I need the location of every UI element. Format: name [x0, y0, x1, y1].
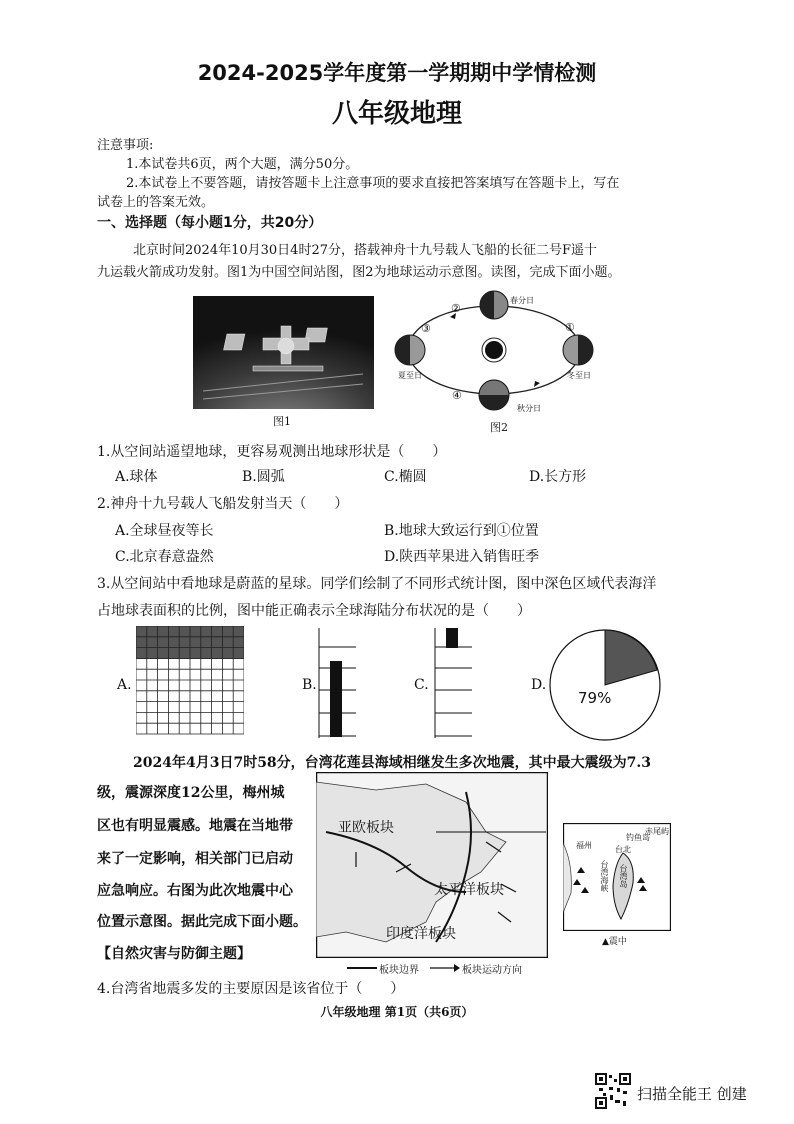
map-label-indo: 印度洋板块 — [386, 926, 456, 942]
q2-option-d: D.陕西苹果进入销售旺季 — [384, 549, 540, 565]
notes-heading: 注意事项: — [97, 138, 154, 153]
label-pos1: ① — [565, 321, 575, 334]
q2-stem: 2.神舟十九号载人飞船发射当天（ ） — [97, 496, 349, 512]
inset-label-island: 台湾岛 — [619, 864, 628, 888]
q3-option-a-label: A. — [117, 677, 132, 693]
legend-direction-label: 板块运动方向 — [462, 965, 522, 976]
fig1-caption: 图1 — [273, 415, 291, 428]
q1-option-b: B.圆弧 — [242, 469, 285, 485]
label-spring: 春分日 — [510, 296, 534, 305]
fig2-caption: 图2 — [490, 421, 508, 434]
earth-orbit-diagram — [390, 283, 610, 418]
q2-option-a: A.全球昼夜等长 — [115, 523, 214, 539]
inset-label-fuzhou: 福州 — [576, 841, 592, 850]
qr-code-icon — [595, 1073, 631, 1109]
q3-pie-chart — [548, 628, 662, 742]
inset-label-chiwei: 赤尾屿 — [645, 827, 669, 836]
q1-option-d: D.长方形 — [529, 469, 587, 485]
notes-item-3: 试卷上的答案无效。 — [97, 195, 215, 210]
theme-tag: 【自然灾害与防御主题】 — [97, 946, 251, 962]
subject-title: 八年级地理 — [331, 99, 462, 129]
q3-grid-chart — [136, 626, 244, 736]
q2-option-c: C.北京春意盎然 — [115, 549, 214, 565]
inset-label-taibei: 台北 — [615, 845, 631, 854]
notes-item-1: 1.本试卷共6页，两个大题，满分50分。 — [126, 157, 359, 172]
inset-label-strait: 台湾海峡 — [600, 860, 609, 892]
q1-option-a: A.球体 — [115, 469, 158, 485]
label-pos3: ③ — [421, 322, 431, 335]
legend-boundary-icon — [347, 963, 377, 973]
label-pos4: ④ — [452, 389, 462, 402]
exam-title: 2024-2025学年度第一学期期中学情检测 — [197, 61, 597, 85]
map-label-pacific: 太平洋板块 — [434, 882, 504, 898]
passage-line-4: 来了一定影响，相关部门已启动 — [97, 851, 293, 867]
map-label-eurasia: 亚欧板块 — [338, 820, 394, 836]
label-winter: 冬至日 — [567, 371, 591, 380]
passage-line-3: 区也有明显震感。地震在当地带 — [97, 818, 293, 834]
intro-line-1: 北京时间2024年10月30日4时27分，搭载神舟十九号载人飞船的长征二号F遥十 — [133, 243, 598, 258]
label-autumn: 秋分日 — [517, 404, 541, 413]
q1-stem: 1.从空间站遥望地球，更容易观测出地球形状是（ ） — [97, 444, 447, 460]
q3-option-b-label: B. — [302, 677, 317, 693]
label-summer: 夏至日 — [398, 371, 422, 380]
passage-line-2: 级，震源深度12公里，梅州城 — [97, 785, 285, 801]
q4-stem: 4.台湾省地震多发的主要原因是该省位于（ ） — [97, 981, 405, 997]
legend-arrow-icon — [430, 963, 460, 973]
q3-option-d-label: D. — [531, 677, 547, 693]
q3-stem-line2: 占地球表面积的比例，图中能正确表示全球海陆分布状况的是（ ） — [97, 603, 531, 619]
intro-line-2: 九运载火箭成功发射。图1为中国空间站图，图2为地球运动示意图。读图，完成下面小题。 — [97, 265, 621, 280]
scanner-watermark: 扫描全能王 创建 — [637, 1085, 747, 1103]
q3-pie-label: 79% — [578, 689, 612, 707]
inset-label-diaoyu: 钓鱼岛 — [626, 833, 650, 842]
passage-line-6: 位置示意图。据此完成下面小题。 — [97, 914, 307, 930]
legend-boundary-label: 板块边界 — [379, 965, 419, 976]
passage-line-5: 应急响应。右图为此次地震中心 — [97, 883, 293, 899]
q3-stem-line1: 3.从空间站中看地球是蔚蓝的星球。同学们绘制了不同形式统计图，图中深色区域代表海洋 — [97, 576, 657, 592]
q1-option-c: C.椭圆 — [384, 469, 427, 485]
section-heading: 一、选择题（每小题1分，共20分） — [97, 215, 323, 231]
page-footer: 八年级地理 第1页（共6页） — [320, 1005, 474, 1019]
space-station-photo — [193, 296, 374, 409]
notes-item-2: 2.本试卷上不要答题，请按答题卡上注意事项的要求直接把答案填写在答题卡上，写在 — [126, 176, 620, 191]
q3-bar-chart-b — [318, 627, 358, 739]
q2-option-b: B.地球大致运行到①位置 — [384, 523, 539, 539]
passage-line-1: 2024年4月3日7时58分，台湾花莲县海域相继发生多次地震，其中最大震级为7.3 — [133, 755, 652, 771]
q3-option-c-label: C. — [414, 677, 429, 693]
q3-bar-chart-c — [434, 627, 474, 739]
label-pos2: ② — [451, 302, 461, 315]
inset-legend-epicenter: ▲震中 — [602, 937, 627, 947]
